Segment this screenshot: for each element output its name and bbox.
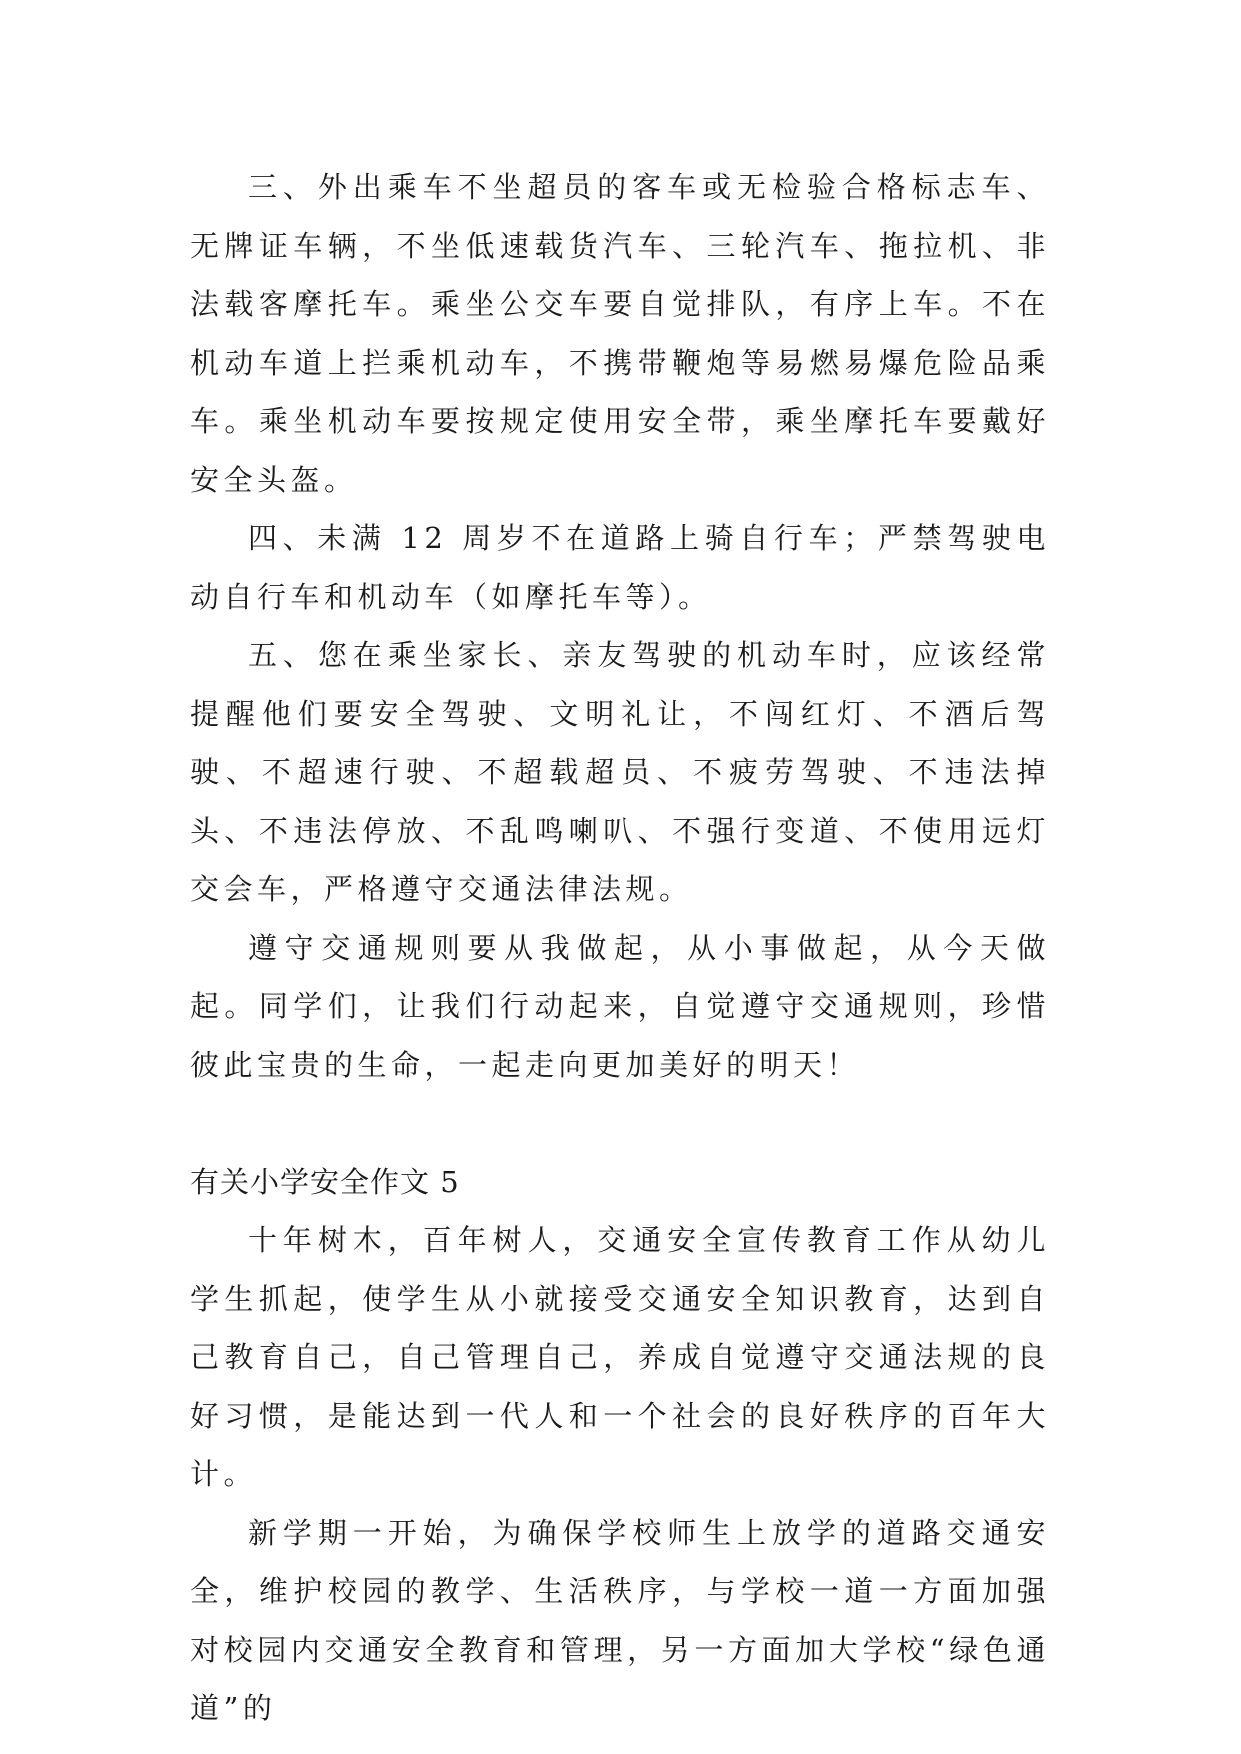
paragraph-rule-four: 四、未满 12 周岁不在道路上骑自行车；严禁驾驶电动自行车和机动车（如摩托车等）。 <box>190 521 1050 614</box>
paragraph-rule-five: 五、您在乘坐家长、亲友驾驶的机动车时，应该经常提醒他们要安全驾驶、文明礼让，不闯红灯、不酒后驾驶、不超速行驶、不超载超员、不疲劳驾驶、不违法掉头、不违法停放、不乱鸣喇叭、不强行变道、不使用远灯交会车，严格遵守交通法律法规。 <box>190 638 1050 906</box>
paragraph-rule-three: 三、外出乘车不坐超员的客车或无检验合格标志车、无牌证车辆，不坐低速载货汽车、三轮汽车、拖拉机、非法载客摩托车。乘坐公交车要自觉排队，有序上车。不在机动车道上拦乘机动车，不携带鞭炮等易燃易爆危险品乘车。乘坐机动车要按规定使用安全带，乘坐摩托车要戴好安全头盔。 <box>190 170 1050 497</box>
section-title: 有关小学安全作文 5 <box>190 1164 460 1199</box>
document-body <box>190 158 1050 1738</box>
paragraph-conclusion: 遵守交通规则要从我做起，从小事做起，从今天做起。同学们，让我们行动起来，自觉遵守交通规则，珍惜彼此宝贵的生命，一起走向更加美好的明天！ <box>190 930 1050 1082</box>
paragraph-essay5-intro: 十年树木，百年树人，交通安全宣传教育工作从幼儿学生抓起，使学生从小就接受交通安全知识教育，达到自己教育自己，自己管理自己，养成自觉遵守交通法规的良好习惯，是能达到一代人和一个社会的良好秩序的百年大计。 <box>190 1223 1050 1491</box>
paragraph-essay5-semester: 新学期一开始，为确保学校师生上放学的道路交通安全，维护校园的教学、生活秩序，与学校一道一方面加强对校园内交通安全教育和管理，另一方面加大学校“绿色通道”的 <box>190 1515 1050 1725</box>
